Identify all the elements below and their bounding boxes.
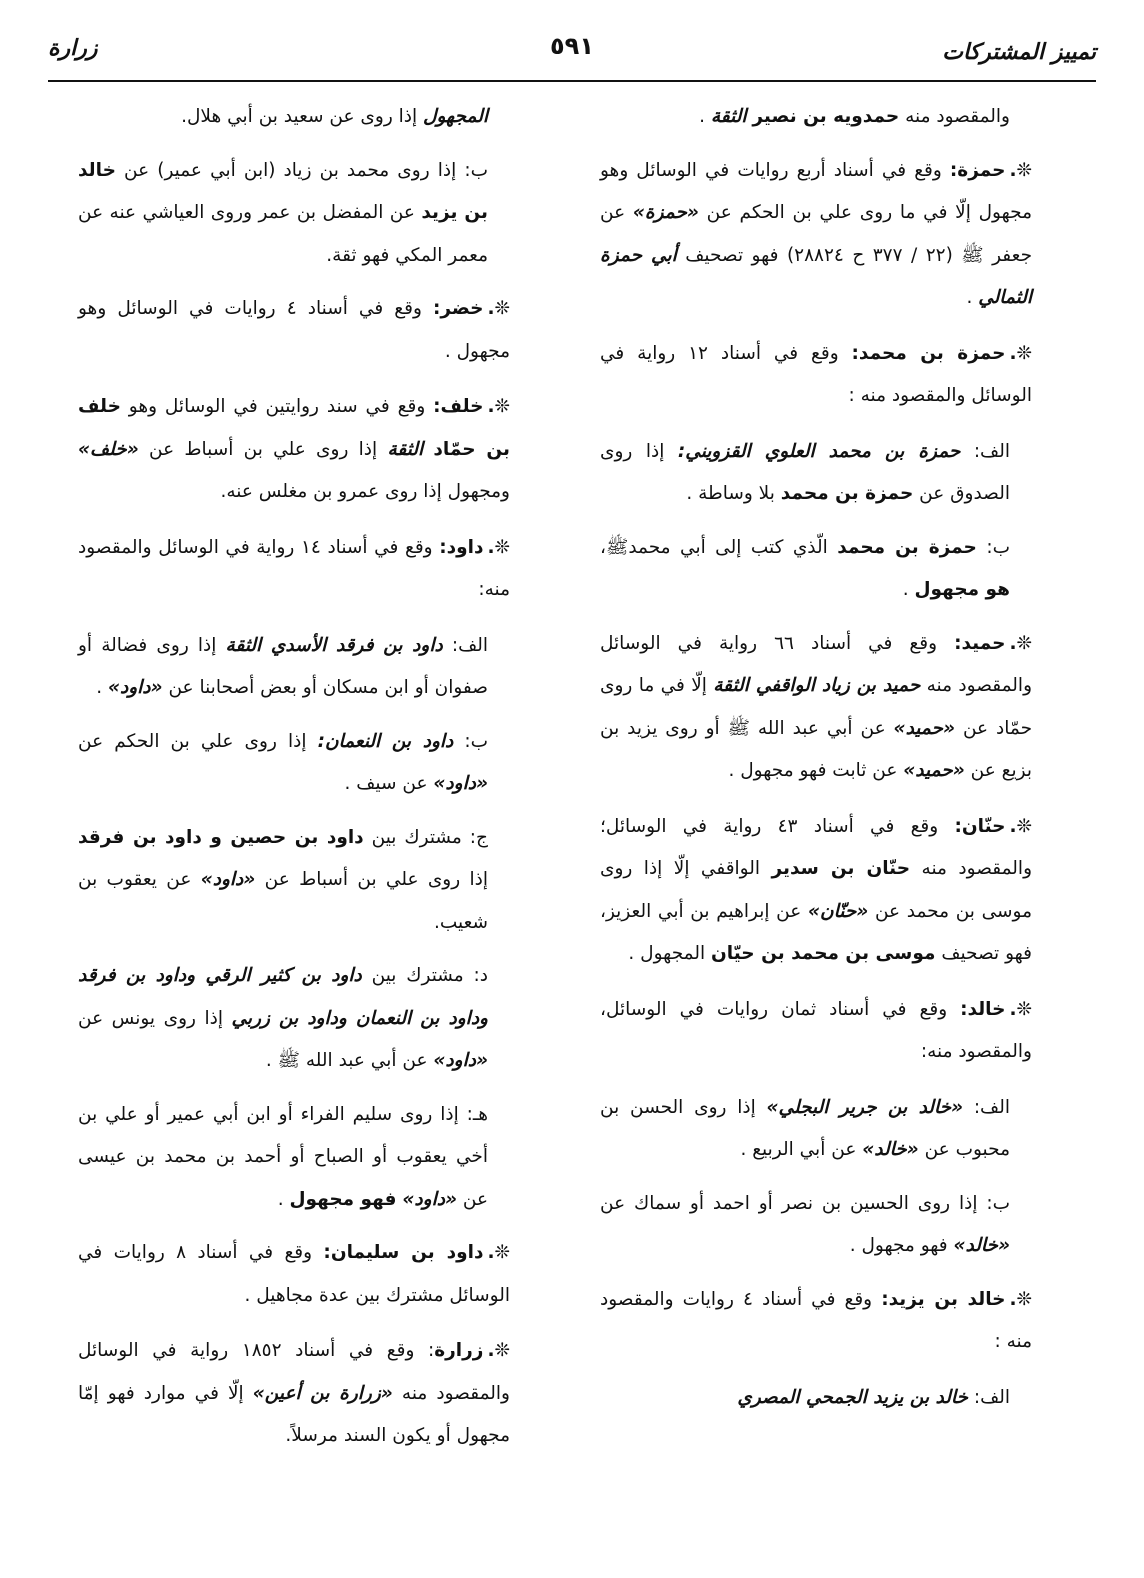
emphasized-name: «داود» xyxy=(433,773,488,794)
entry-marker: ❊. xyxy=(487,1340,510,1361)
emphasized-name: حمزة بن محمد: xyxy=(851,342,1006,364)
text-run: عن إبراهيم بن أبي العزيز، فهو تصحيف xyxy=(600,900,1032,964)
entry-marker: ❊. xyxy=(1009,632,1032,654)
emphasized-name: حمزة: xyxy=(949,159,1006,181)
text-run: ب: إذا روى محمد بن زياد (ابن أبي عمير) عن xyxy=(115,159,488,181)
emphasized-name: «حنّان» xyxy=(807,900,869,922)
emphasized-name: «خالد» xyxy=(953,1235,1010,1256)
emphasized-name: خلف بن حمّاد xyxy=(78,396,510,460)
text-run: ب: xyxy=(976,536,1010,558)
emphasized-name: خلف: xyxy=(433,396,484,417)
right-column xyxy=(600,96,1032,1430)
text-run: . xyxy=(96,677,108,698)
continuation-paragraph xyxy=(600,96,1032,139)
text-run: وقع في أسناد أربع روايات في الوسائل وهو مجهول إلّا في ما روى علي بن الحكم عن xyxy=(600,159,1032,223)
text-run: ج: مشترك بين xyxy=(363,826,488,848)
narrator-entry xyxy=(78,1232,510,1317)
text-run: وقع في أسناد ٦٦ رواية في الوسائل والمقصود منه xyxy=(600,632,1033,696)
text-run: . xyxy=(902,579,915,600)
emphasized-name: خالد بن يزيد الجمحي المصري xyxy=(737,1386,968,1408)
sub-entry xyxy=(78,817,510,945)
entry-marker: ❊. xyxy=(487,536,510,558)
text-run: ب: إذا روى الحسين بن نصر أو احمد أو سماك عن xyxy=(600,1192,1010,1214)
entry-marker: ❊. xyxy=(1009,998,1032,1020)
text-run: إذا روى علي بن أسباط عن xyxy=(138,438,388,460)
text-run: الف: xyxy=(967,1386,1010,1408)
emphasized-name: «زرارة بن أعين» xyxy=(252,1382,393,1404)
text-run: فهو مجهول . xyxy=(849,1235,954,1256)
text-run: الف: xyxy=(963,1096,1010,1118)
text-run: وقع في أسناد ٤ روايات في الوسائل وهو مجهول . xyxy=(78,298,510,362)
emphasized-name: حمزة بن محمد xyxy=(780,483,914,504)
text-run: إذا روى الصدوق عن xyxy=(600,440,1010,504)
text-run: وقع في أسناد ٨ روايات في الوسائل مشترك بين عدة مجاهيل . xyxy=(78,1242,510,1306)
sub-entry xyxy=(600,1087,1032,1172)
left-column xyxy=(78,96,510,1471)
emphasized-name: «داود» xyxy=(433,1050,488,1071)
emphasized-name: داود بن كثير الرقي وداود بن فرقد وداود بن النعمان وداود بن زربي xyxy=(78,965,488,1029)
text-run: والمقصود منه xyxy=(899,106,1010,127)
emphasized-name: «داود» xyxy=(200,869,256,890)
entry-marker: ❊. xyxy=(487,298,510,319)
narrator-entry xyxy=(78,527,510,612)
emphasized-name: «داود» xyxy=(107,677,163,698)
narrator-entry xyxy=(78,386,510,514)
narrator-entry xyxy=(78,1330,510,1458)
emphasized-name: داود بن حصين و داود بن فرقد xyxy=(78,826,364,848)
text-run: : وقع في أسناد ١٨٥٢ رواية في الوسائل والمقصود منه xyxy=(78,1340,510,1404)
text-run: إذا روى يونس عن xyxy=(78,1007,232,1029)
emphasized-name: الثقة xyxy=(710,106,747,127)
text-run: الف: xyxy=(442,634,489,656)
narrator-entry xyxy=(600,806,1032,976)
text-run: عن أبي عبد الله ﷺ أو روى يزيد بن بزيع عن xyxy=(600,717,1032,781)
emphasized-name: موسى بن محمد بن حيّان xyxy=(711,943,936,964)
emphasized-name: خالد بن يزيد: xyxy=(881,1288,1006,1310)
emphasized-name: «داود» xyxy=(402,1188,457,1210)
text-run: . xyxy=(699,106,711,127)
text-run: الواقفي إلّا إذا روى موسى بن محمد عن xyxy=(600,858,1032,922)
emphasized-name: «خلف» xyxy=(78,438,139,460)
text-run: إلّا في موارد فهو إمّا مجهول أو يكون السند مرسلاً. xyxy=(78,1382,510,1446)
emphasized-name: حمزة بن محمد xyxy=(837,536,977,558)
narrator-entry xyxy=(600,333,1032,418)
text-run: وقع في أسناد ١٢ رواية في الوسائل والمقصود منه : xyxy=(600,342,1032,406)
text-run: إذا روى الحسن بن محبوب عن xyxy=(600,1096,1010,1160)
text-run: وقع في أسناد ثمان روايات في الوسائل، والمقصود منه: xyxy=(600,998,1032,1062)
narrator-entry xyxy=(600,1279,1032,1364)
entry-marker: ❊. xyxy=(487,1242,511,1263)
text-run: عن أبي عبد الله ﷺ . xyxy=(265,1050,434,1071)
emphasized-name: حميد: xyxy=(954,632,1006,654)
emphasized-name: هو مجهول xyxy=(914,579,1010,600)
text-run: . xyxy=(277,1188,290,1210)
text-run: عن سيف . xyxy=(344,773,434,794)
sub-entry xyxy=(78,955,510,1083)
running-title-right: تمييز المشتركات xyxy=(942,40,1096,65)
emphasized-name: «حمزة» xyxy=(632,202,699,223)
text-run: الف: xyxy=(960,440,1010,462)
narrator-entry xyxy=(600,150,1032,320)
text-run: المجهول . xyxy=(628,943,712,964)
emphasized-name: الثقة xyxy=(387,438,424,460)
text-run: إذا روى علي بن أسباط عن xyxy=(255,869,488,890)
emphasized-name: «حميد» xyxy=(903,760,965,781)
emphasized-name: حميد بن زياد الواقفي الثقة xyxy=(713,675,921,696)
emphasized-name: «حميد» xyxy=(893,717,956,739)
emphasized-name: زرارة xyxy=(434,1340,484,1361)
sub-entry xyxy=(600,527,1032,612)
entry-marker: ❊. xyxy=(1009,342,1032,364)
sub-entry xyxy=(78,150,510,278)
text-run: عن المفضل بن عمر وروى العياشي عنه عن معمر المكي فهو ثقة. xyxy=(78,202,488,266)
sub-entry xyxy=(600,1183,1032,1268)
text-run: الّذي كتب إلى أبي محمدﷺ، xyxy=(600,536,838,558)
entry-marker: ❊. xyxy=(1009,159,1032,181)
emphasized-name: المجهول xyxy=(423,106,488,127)
text-run: عن جعفر ﷺ (٢٢ / ٣٧٧ ح ٢٨٨٢٤) فهو تصحيف xyxy=(600,202,1033,266)
narrator-entry xyxy=(600,989,1032,1074)
entry-marker: ❊. xyxy=(1009,815,1032,837)
text-run: د: مشترك بين xyxy=(361,965,488,986)
text-run: وقع في سند روايتين في الوسائل وهو xyxy=(120,396,434,417)
text-run: بلا وساطة . xyxy=(686,483,781,504)
sub-entry xyxy=(600,1377,1032,1420)
emphasized-name: حنّان بن سدير xyxy=(771,858,911,879)
text-run: إذا روى فضالة أو صفوان أو ابن مسكان أو بعض أصحابنا عن xyxy=(78,634,488,698)
emphasized-name: حمدويه بن نصير xyxy=(752,106,900,127)
text-run: . xyxy=(966,287,979,308)
narrator-entry xyxy=(600,623,1032,793)
text-run: وقع في أسناد ١٤ رواية في الوسائل والمقصود منه: xyxy=(78,536,510,600)
emphasized-name: داود بن سليمان: xyxy=(323,1242,484,1263)
sub-entry xyxy=(78,721,510,806)
text-run: هـ: إذا روى سليم الفراء أو ابن أبي عمير أو علي بن أخي يعقوب أو الصباح أو أحمد بن محمد بن عيسى عن xyxy=(78,1103,488,1210)
emphasized-name: «خالد بن جرير البجلي» xyxy=(766,1096,964,1118)
text-run: إذا روى علي بن الحكم عن xyxy=(78,730,318,752)
text-run: وقع في أسناد ٤٣ رواية في الوسائل؛ والمقصود منه xyxy=(600,815,1033,879)
emphasized-name: «خالد» xyxy=(862,1139,919,1160)
text-run: عن أبي الربيع . xyxy=(740,1139,863,1160)
emphasized-name: داود بن فرقد الأسدي الثقة xyxy=(225,634,443,656)
emphasized-name: خالد بن يزيد xyxy=(78,159,488,223)
running-head xyxy=(48,30,1096,82)
narrator-entry xyxy=(78,288,510,373)
text-run: إذا روى عن سعيد بن أبي هلال. xyxy=(181,106,424,127)
emphasized-name: داود: xyxy=(439,536,484,558)
emphasized-name: فهو مجهول xyxy=(289,1188,397,1210)
emphasized-name: حنّان: xyxy=(954,815,1006,837)
text-run: ومجهول إذا روى عمرو بن مغلس عنه. xyxy=(220,481,510,502)
running-title-left: زرارة xyxy=(48,36,98,61)
entry-marker: ❊. xyxy=(1009,1288,1032,1310)
text-run: عن يعقوب بن شعيب. xyxy=(78,869,488,933)
sub-entry xyxy=(78,625,510,710)
emphasized-name: أبي حمزة الثمالي xyxy=(600,244,1032,308)
text-run: ب: xyxy=(453,730,489,752)
entry-marker: ❊. xyxy=(487,396,510,417)
text-run xyxy=(423,439,433,460)
emphasized-name: حمزة بن محمد العلوي القزويني: xyxy=(677,440,961,462)
text-run: إلّا في ما روى حمّاد عن xyxy=(600,675,1033,739)
emphasized-name: خضر: xyxy=(433,298,484,319)
text-run: عن ثابت فهو مجهول . xyxy=(728,760,904,781)
page-number: ٥٩١ xyxy=(550,32,594,60)
sub-entry xyxy=(78,1094,510,1222)
continuation-paragraph xyxy=(78,96,510,139)
emphasized-name: داود بن النعمان: xyxy=(317,730,454,752)
sub-entry xyxy=(600,431,1032,516)
text-run: وقع في أسناد ٤ روايات والمقصود منه : xyxy=(600,1288,1032,1352)
emphasized-name: خالد: xyxy=(960,998,1006,1020)
